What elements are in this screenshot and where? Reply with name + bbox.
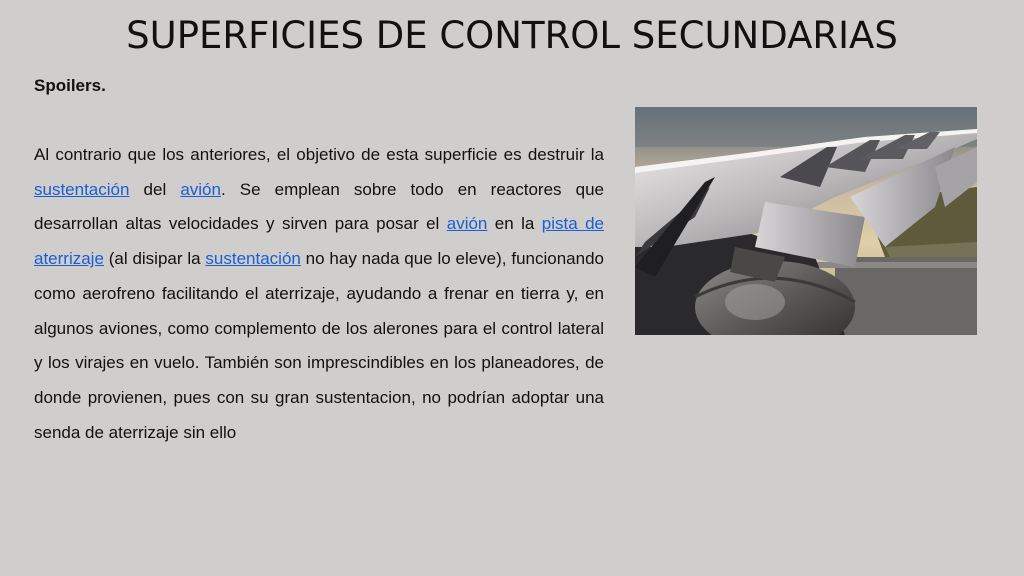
text-segment: (al disipar la [103, 249, 206, 269]
text-segment: Al contrario que los anteriores, el objetivo de esta superficie es destruir la [34, 145, 604, 164]
wing-spoilers-illustration [635, 107, 977, 335]
wing-spoilers-photo [635, 107, 977, 335]
slide-title: SUPERFICIES DE CONTROL SECUNDARIAS [126, 14, 898, 57]
link-avion[interactable]: avión [180, 179, 221, 199]
link-sustentacion[interactable]: sustentación [205, 249, 301, 269]
body-paragraph [34, 138, 604, 450]
text-segment: del [129, 179, 181, 199]
text-segment: en la [487, 214, 542, 234]
link-sustentacion[interactable]: sustentación [34, 179, 130, 199]
link-pista-de-aterrizaje[interactable]: pista de aterrizaje [34, 214, 604, 269]
text-segment: . Se emplean sobre todo en reactores que desarrollan altas velocidades y sirven para posar el [34, 179, 604, 234]
slide-subtitle: Spoilers. [34, 76, 106, 95]
text-segment: no hay nada que lo eleve), funcionando como aerofreno facilitando el aterrizaje, ayudando a frenar en tierra y, en algunos aviones, como complemento de los alerones para el control lateral y los virajes en vuelo. También son imprescindibles en los planeadores, de donde provienen, pues con su gran sustentacion, no podrían adoptar una senda de aterrizaje sin ello [34, 249, 604, 442]
link-avion[interactable]: avión [446, 214, 488, 234]
